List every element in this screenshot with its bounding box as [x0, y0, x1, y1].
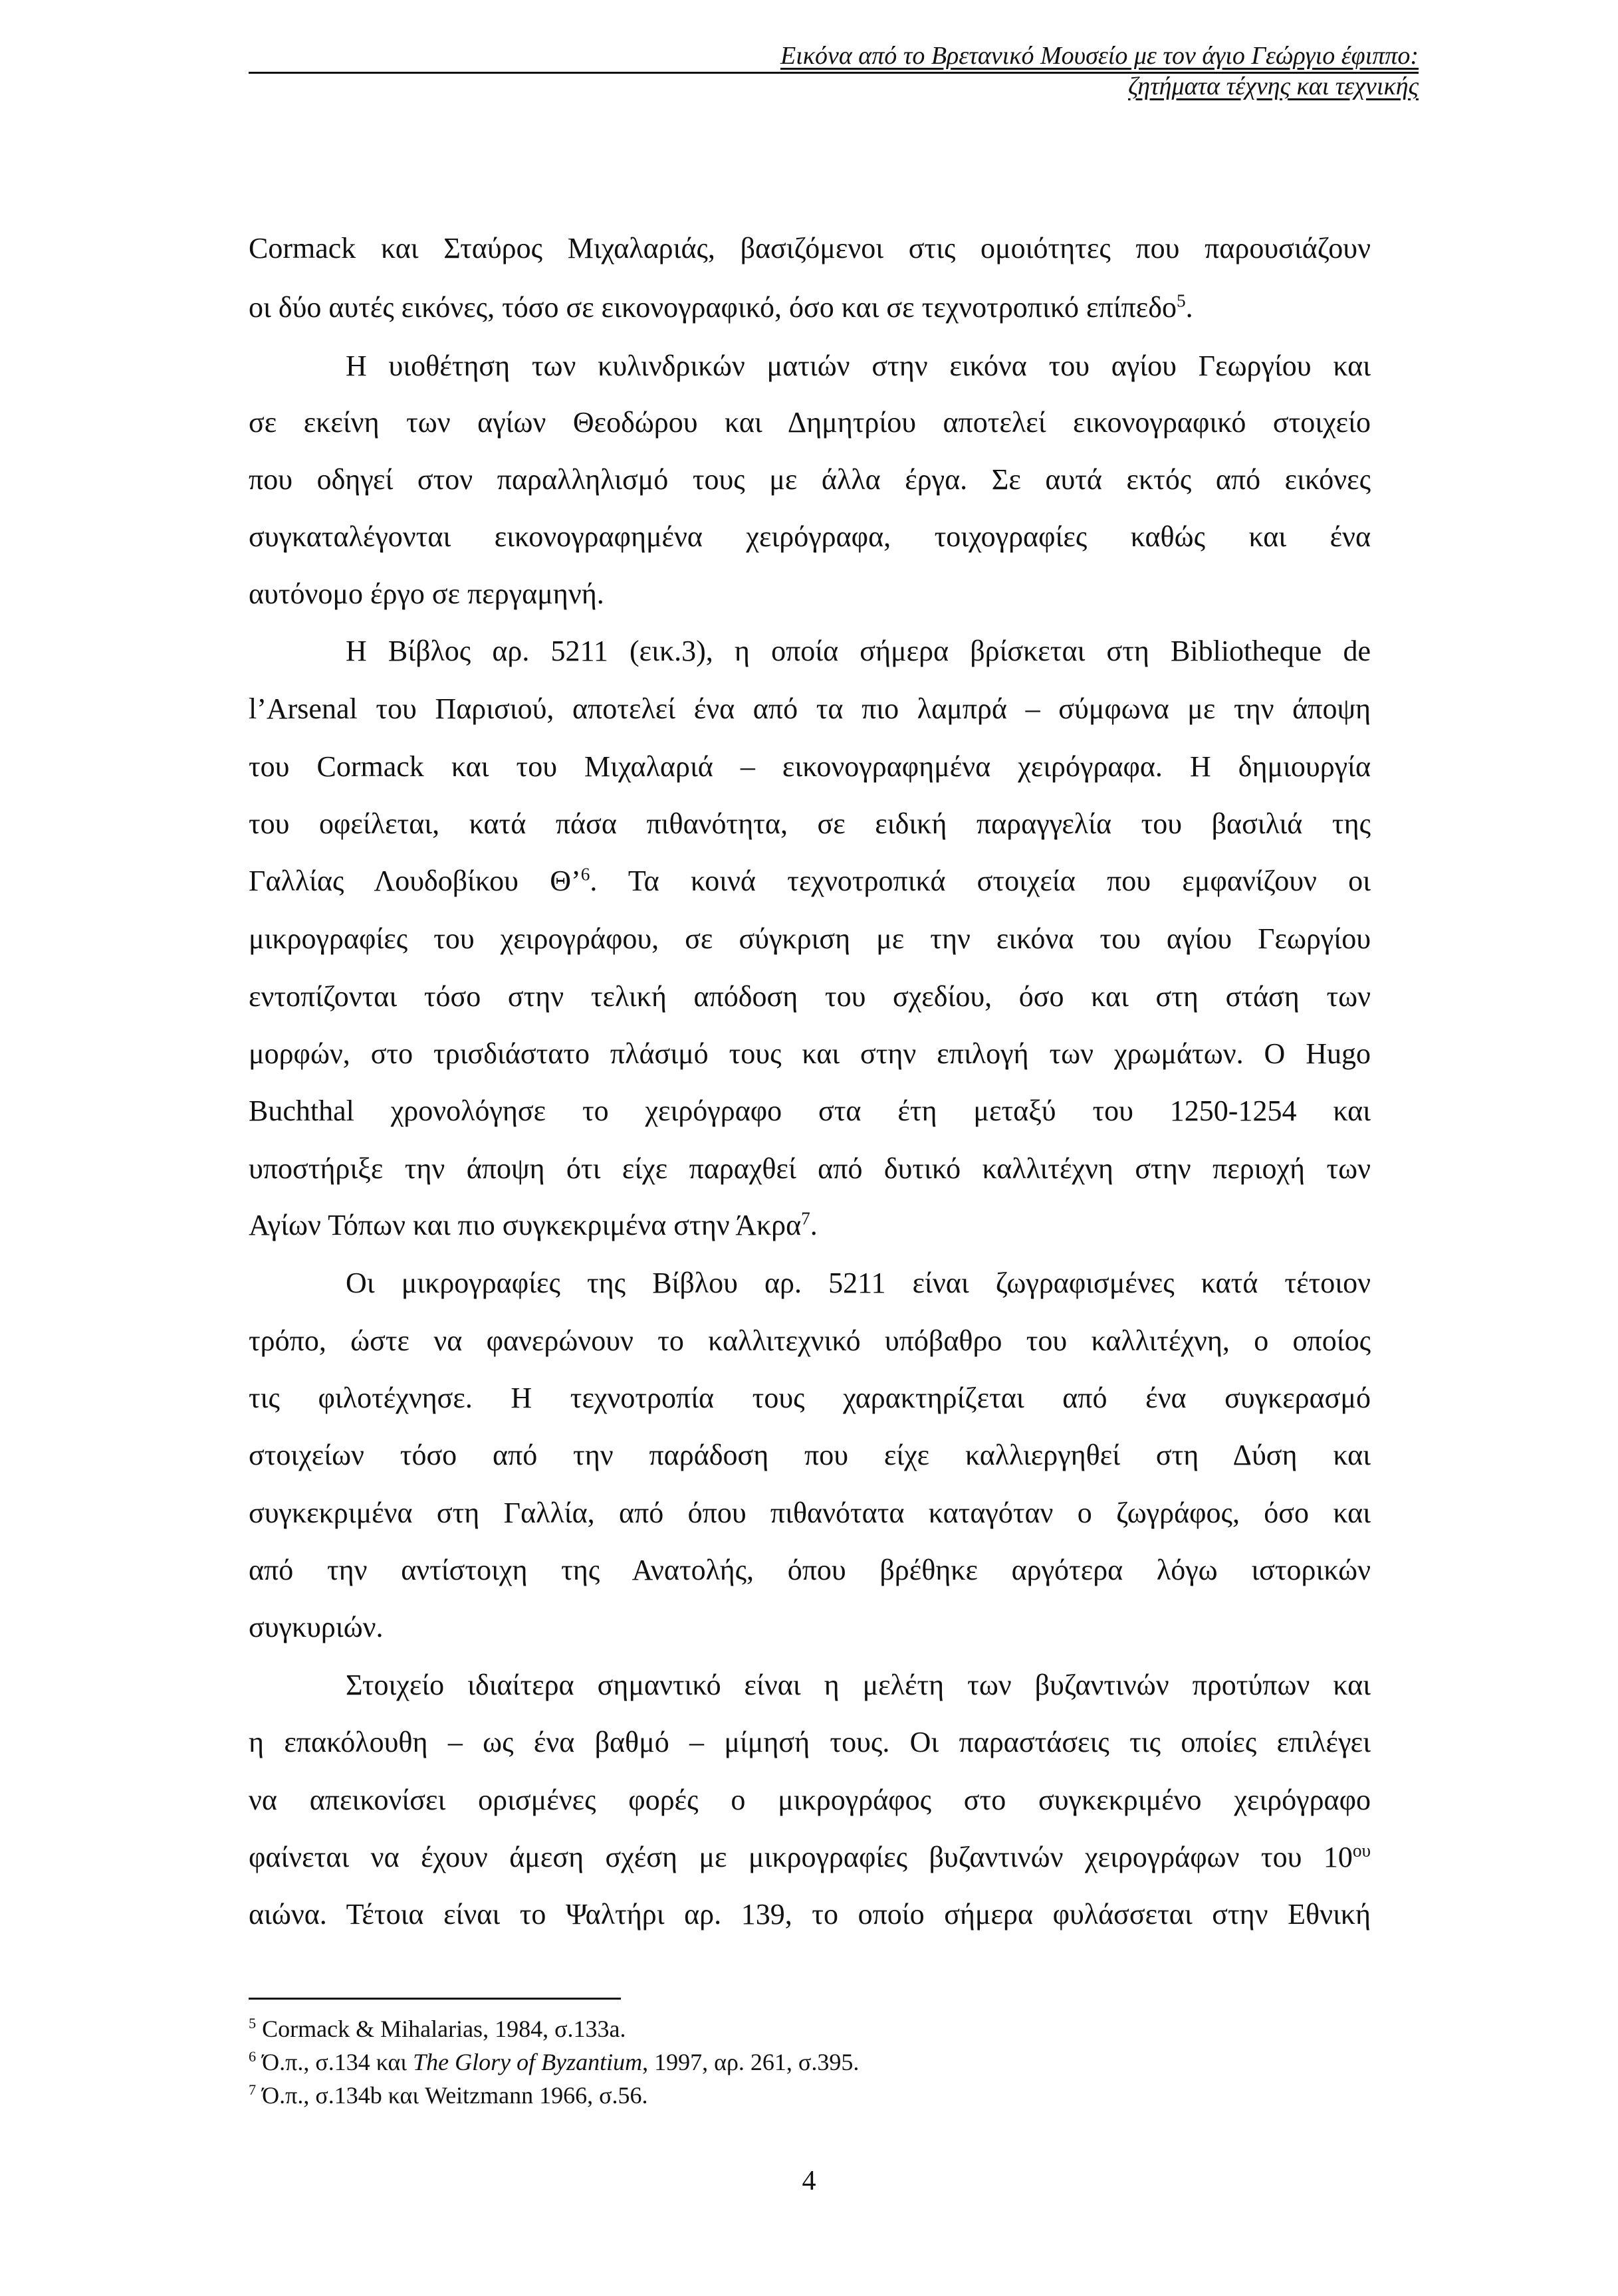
text-line: Buchthal χρονολόγησε το χειρόγραφο στα έτη μεταξύ του 1250-1254 και: [249, 1095, 1371, 1127]
text-line: από την αντίστοιχη της Ανατολής, όπου βρέθηκε αργότερα λόγω ιστορικών: [249, 1554, 1371, 1586]
text-line: συγκαταλέγονται εικονογραφημένα χειρόγραφα, τοιχογραφίες καθώς και ένα: [249, 520, 1371, 553]
text-line: μορφών, στο τρισδιάστατο πλάσιμό τους και στην επιλογή των χρωμάτων. Ο Hugo: [249, 1037, 1371, 1070]
footnote-ref: 5: [1177, 290, 1186, 311]
text-line: Η Βίβλος αρ. 5211 (εικ.3), η οποία σήμερα βρίσκεται στη Bibliotheque de: [346, 635, 1371, 667]
text-line: τρόπο, ώστε να φανερώνουν το καλλιτεχνικό υπόβαθρο του καλλιτέχνη, ο οποίος: [249, 1324, 1371, 1357]
text-line: l’Arsenal του Παρισιού, αποτελεί ένα από τα πιο λαμπρά – σύμφωνα με την άποψη: [249, 692, 1371, 725]
text-line: Στοιχείο ιδιαίτερα σημαντικό είναι η μελέτη των βυζαντινών προτύπων και: [346, 1669, 1371, 1701]
text-line: υποστήριξε την άποψη ότι είχε παραχθεί από δυτικό καλλιτέχνη στην περιοχή των: [249, 1152, 1371, 1185]
text-line: σε εκείνη των αγίων Θεοδώρου και Δημητρίου αποτελεί εικονογραφικό στοιχείο: [249, 406, 1371, 439]
text-line: εντοπίζονται τόσο στην τελική απόδοση του σχεδίου, όσο και στη στάση των: [249, 980, 1371, 1013]
running-head: [249, 42, 1419, 102]
ordinal-superscript: ου: [1352, 1840, 1371, 1861]
footnote-ref: 7: [801, 1208, 810, 1229]
text-line: που οδηγεί στον παραλληλισμό τους με άλλα έργα. Σε αυτά εκτός από εικόνες: [249, 463, 1371, 496]
text-line: του οφείλεται, κατά πάσα πιθανότητα, σε ειδική παραγγελία του βασιλιά της: [249, 807, 1371, 840]
text-line: Αγίων Τόπων και πιο συγκεκριμένα στην Άκρα$^7$.: [249, 1208, 818, 1241]
page-number: 4: [802, 2166, 816, 2196]
running-head-line-1: Εικόνα από το Βρετανικό Μουσείο με τον άγιο Γεώργιο έφιππο:: [780, 42, 1419, 70]
text-line: Οι μικρογραφίες της Βίβλου αρ. 5211 είναι ζωγραφισμένες κατά τέτοιον: [346, 1267, 1371, 1299]
footnote: $^7$ Ό.π., σ.134b και Weitzmann 1966, σ.56.: [249, 2081, 648, 2109]
text-line: συγκεκριμένα στη Γαλλία, από όπου πιθανότατα καταγόταν ο ζωγράφος, όσο και: [249, 1497, 1371, 1529]
footnote: $^6$ Ό.π., σ.134 και The Glory of Byzantium, 1997, αρ. 261, σ.395.: [249, 2048, 860, 2075]
text-line: Η υιοθέτηση των κυλινδρικών ματιών στην εικόνα του αγίου Γεωργίου και: [346, 350, 1371, 382]
text-line: του Cormack και του Μιχαλαριά – εικονογραφημένα χειρόγραφα. Η δημιουργία: [249, 750, 1371, 783]
text-line: αυτόνομο έργο σε περγαμηνή.: [249, 577, 604, 610]
text-line: αιώνα. Τέτοια είναι το Ψαλτήρι αρ. 139, το οποίο σήμερα φυλάσσεται στην Εθνική: [249, 1898, 1371, 1931]
text-line: να απεικονίσει ορισμένες φορές ο μικρογράφος στο συγκεκριμένο χειρόγραφο: [249, 1784, 1371, 1816]
text-line: στοιχείων τόσο από την παράδοση που είχε καλλιεργηθεί στη Δύση και: [249, 1439, 1371, 1471]
text-line: η επακόλουθη – ως ένα βαθμό – μίμησή τους. Οι παραστάσεις τις οποίες επιλέγει: [249, 1726, 1371, 1758]
text-line: συγκυριών.: [249, 1611, 384, 1643]
footnotes: [249, 2012, 859, 2112]
text-line: οι δύο αυτές εικόνες, τόσο σε εικονογραφικό, όσο και σε τεχνοτροπικό επίπεδο$^5$.: [249, 290, 1193, 324]
footnote-divider: [249, 1998, 621, 2000]
text-line: τις φιλοτέχνησε. Η τεχνοτροπία τους χαρακτηρίζεται από ένα συγκερασμό: [249, 1382, 1371, 1414]
text-line: φαίνεται να έχουν άμεση σχέση με μικρογραφίες βυζαντινών χειρογράφων του $10^{o\upsilon}$: [249, 1840, 1371, 1873]
footnote: $^5$ Cormack & Mihalarias, 1984, σ.133a.: [249, 2015, 626, 2042]
cited-title: The Glory of Byzantium: [413, 2049, 643, 2075]
text-line: Cormack και Σταύρος Μιχαλαριάς, βασιζόμενοι στις ομοιότητες που παρουσιάζουν: [249, 232, 1371, 264]
footnote-ref: 6: [580, 864, 590, 885]
text-line: μικρογραφίες του χειρογράφου, σε σύγκριση με την εικόνα του αγίου Γεωργίου: [249, 922, 1371, 955]
running-head-line-2: ζητήματα τέχνης και τεχνικής: [1128, 72, 1419, 100]
text-line: Γαλλίας Λουδοβίκου Θ’$^6$. Τα κοινά τεχνοτροπικά στοιχεία που εμφανίζουν οι: [249, 864, 1371, 897]
